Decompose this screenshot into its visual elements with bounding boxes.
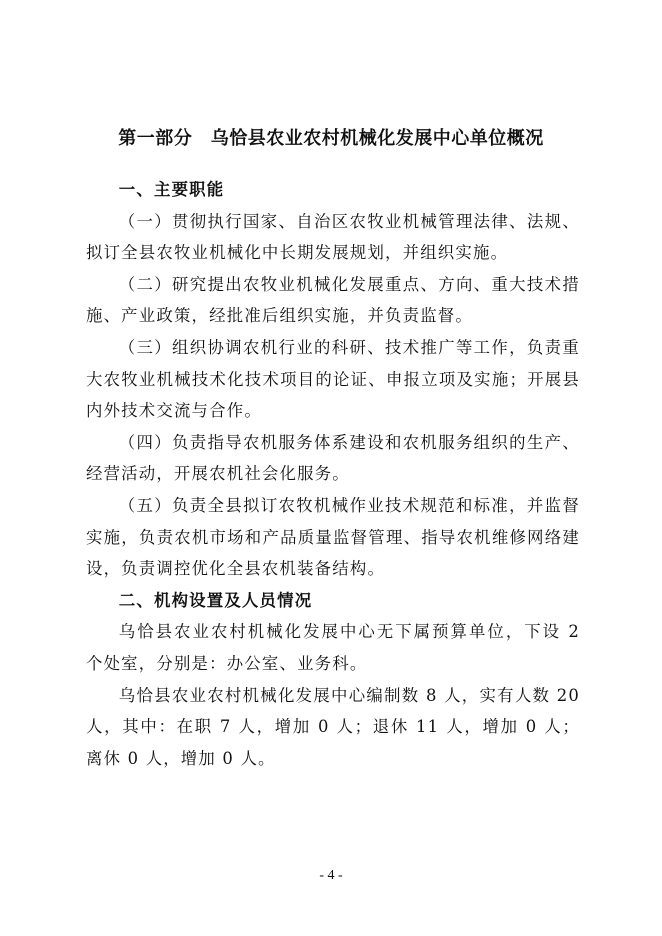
paragraph: （一）贯彻执行国家、自治区农牧业机械管理法律、法规、拟订全县农牧业机械化中长期发展规划，并组织实施。 [86,211,580,263]
section-heading-organization: 二、机构设置及人员情况 [118,590,313,610]
paragraph: （四）负责指导农机服务体系建设和农机服务组织的生产、经营活动，开展农机社会化服务。 [86,432,580,484]
paragraph: 乌恰县农业农村机械化发展中心无下属预算单位，下设 2 个处室，分别是：办公室、业务科。 [86,622,580,673]
paragraph: （二）研究提出农牧业机械化发展重点、方向、重大技术措施、产业政策，经批准后组织实施，并负责监督。 [86,274,580,326]
section-heading-functions: 一、主要职能 [118,180,225,199]
document-body [86,174,580,774]
paragraph: （三）组织协调农机行业的科研、技术推广等工作，负责重大农牧业机械技术化技术项目的论证、申报立项及实施；开展县内外技术交流与合作。 [86,337,580,421]
paragraph: （五）负责全县拟订农牧机械作业技术规范和标准，并监督实施，负责农机市场和产品质量监督管理、指导农机维修网络建设，负责调控优化全县农机装备结构。 [86,495,580,579]
paragraph: 乌恰县农业农村机械化发展中心编制数 8 人，实有人数 20 人，其中：在职 7 人，增加 0 人；退休 11 人，增加 0 人；离休 0 人，增加 0 人。 [86,685,580,768]
page-title: 第一部分 乌恰县农业农村机械化发展中心单位概况 [118,128,544,149]
page-number: - 4 - [319,868,343,883]
